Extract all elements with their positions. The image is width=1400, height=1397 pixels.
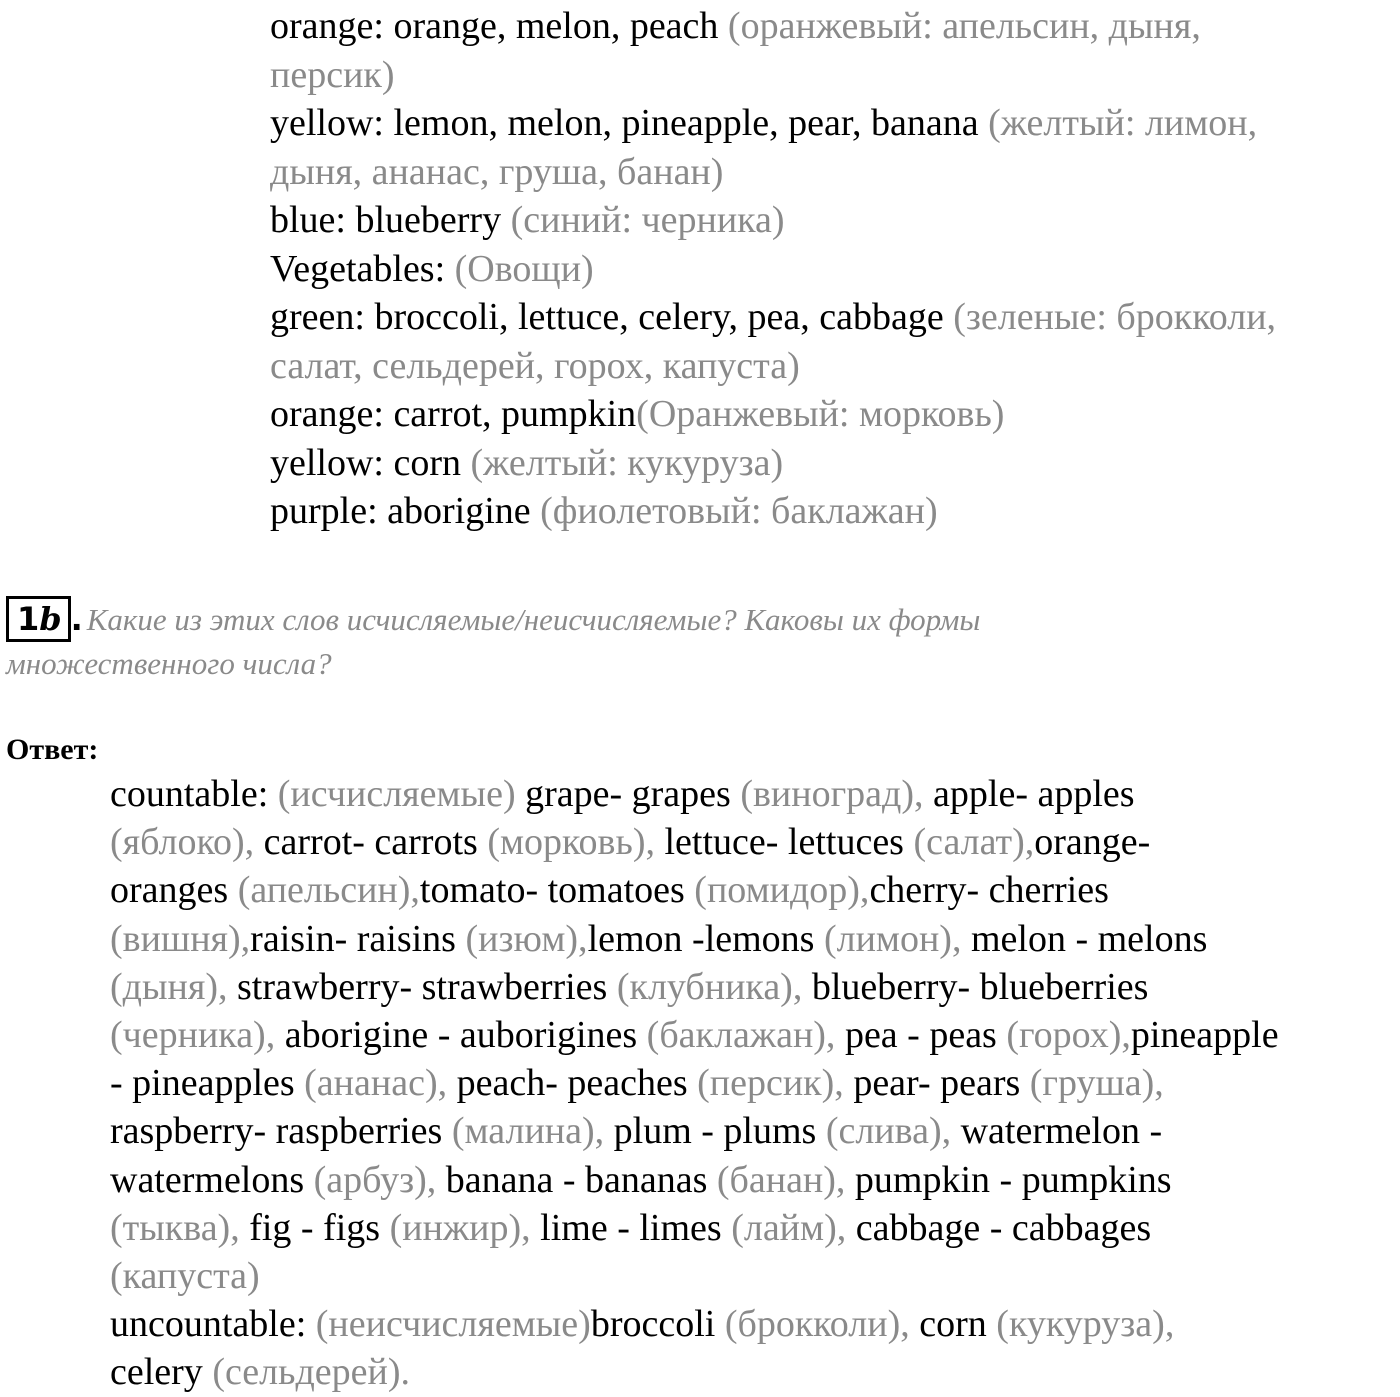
translation-text: (вишня), xyxy=(110,917,251,960)
translation-text: (салат), xyxy=(913,821,1035,864)
translation-text: (клубника), xyxy=(616,965,812,1008)
answer-line xyxy=(110,818,1398,866)
answer-line xyxy=(110,866,1398,914)
answer-line xyxy=(110,1059,1398,1107)
english-text: celery xyxy=(110,1351,213,1394)
translation-text: (лайм), xyxy=(731,1206,856,1249)
translation-text: (арбуз), xyxy=(313,1158,446,1201)
translation-text: (горох), xyxy=(1006,1014,1131,1057)
english-text: carrot- carrots xyxy=(263,821,488,864)
answer-line xyxy=(110,770,1398,818)
english-text: corn xyxy=(919,1303,997,1346)
english-text: raspberry- raspberries xyxy=(110,1110,452,1153)
task-1b xyxy=(6,596,1396,686)
color-vocabulary-list xyxy=(270,2,1398,536)
answer-text xyxy=(110,770,1398,1397)
english-text: melon - melons xyxy=(970,917,1208,960)
task-number: 1 xyxy=(17,600,40,638)
translation-text: (малина), xyxy=(451,1110,614,1153)
vocabulary-line xyxy=(270,390,1398,439)
translation-text: (исчисляемые) xyxy=(277,773,526,815)
answer-line xyxy=(110,1252,1398,1300)
translation-text: (баклажан), xyxy=(646,1014,845,1057)
answer-line xyxy=(110,1107,1398,1155)
vocabulary-line xyxy=(270,245,1398,294)
translation-text: (капуста) xyxy=(110,1255,260,1298)
translation-text: (Овощи) xyxy=(454,247,594,290)
english-text: pumpkin - pumpkins xyxy=(854,1158,1172,1201)
english-text: tomato- tomatoes xyxy=(419,869,695,912)
translation-text: (желтый: лимон, xyxy=(988,102,1258,144)
translation-text: (апельсин), xyxy=(237,869,420,912)
answer-line xyxy=(110,1348,1398,1396)
translation-text: (желтый: кукуруза) xyxy=(470,441,784,484)
english-text: orange: carrot, pumpkin xyxy=(270,393,637,435)
translation-text: (инжир), xyxy=(389,1206,541,1249)
answer-line xyxy=(110,1011,1398,1059)
translation-text: (черника), xyxy=(110,1014,285,1057)
translation-text: (морковь), xyxy=(487,821,665,864)
vocabulary-line xyxy=(270,99,1398,148)
translation-text: (помидор), xyxy=(694,869,870,912)
english-text: oranges xyxy=(110,869,238,912)
translation-text: (брокколи), xyxy=(724,1303,920,1346)
english-text: yellow: corn xyxy=(270,441,471,484)
translation-text: (лимон), xyxy=(823,917,971,960)
vocabulary-line xyxy=(270,439,1398,488)
english-text: plum - plums xyxy=(613,1110,826,1153)
task-number-dot: . xyxy=(70,600,83,638)
translation-text: (кукуруза), xyxy=(996,1303,1175,1346)
translation-text: (банан), xyxy=(716,1158,855,1201)
english-text: banana - bananas xyxy=(445,1158,717,1201)
english-text: blueberry- blueberries xyxy=(811,965,1149,1008)
translation-text: (персик), xyxy=(697,1062,854,1105)
task-number-badge xyxy=(6,596,71,642)
translation-text: (тыква), xyxy=(110,1206,250,1249)
english-text: orange- xyxy=(1034,821,1151,864)
translation-text: (ананас), xyxy=(304,1062,457,1105)
english-text: yellow: lemon, melon, pineapple, pear, banana xyxy=(270,102,989,144)
english-text: watermelon - xyxy=(960,1110,1163,1153)
english-text: raisin- raisins xyxy=(250,917,466,960)
english-text: blue: blueberry xyxy=(270,199,511,241)
task-letter: b xyxy=(39,600,62,638)
english-text: grape- grapes xyxy=(525,773,741,815)
vocabulary-line xyxy=(270,196,1398,245)
translation-text: (синий: черника) xyxy=(510,199,785,241)
english-text: broccoli xyxy=(590,1303,725,1346)
answer-line xyxy=(110,1300,1398,1348)
answer-line xyxy=(110,1156,1398,1204)
vocabulary-line xyxy=(270,148,1398,197)
translation-text: (яблоко), xyxy=(110,821,264,864)
english-text: pear- pears xyxy=(853,1062,1030,1105)
english-text: cherry- cherries xyxy=(869,869,1109,912)
english-text: peach- peaches xyxy=(456,1062,698,1105)
english-text: pineapple xyxy=(1130,1014,1279,1057)
translation-text: (сельдерей). xyxy=(212,1351,411,1394)
translation-text: дыня, ананас, груша, банан) xyxy=(270,150,724,193)
english-text: green: broccoli, lettuce, celery, pea, cabbage xyxy=(270,296,954,338)
answer-line xyxy=(110,963,1398,1011)
english-text: uncountable: xyxy=(110,1303,316,1346)
english-text: fig - figs xyxy=(249,1206,390,1249)
english-text: Vegetables: xyxy=(270,247,455,290)
answer-line xyxy=(110,915,1398,963)
vocabulary-line xyxy=(270,342,1398,391)
vocabulary-line xyxy=(270,51,1398,100)
task-question-line-1: Какие из этих слов исчисляемые/неисчисляемые? Каковы их формы xyxy=(86,602,981,637)
english-text: - pineapples xyxy=(110,1062,305,1105)
english-text: orange: orange, melon, peach xyxy=(270,5,728,47)
english-text: strawberry- strawberries xyxy=(237,965,617,1008)
english-text: apple- apples xyxy=(933,773,1135,815)
english-text: countable: xyxy=(110,773,278,815)
translation-text: персик) xyxy=(270,53,395,96)
translation-text: (оранжевый: апельсин, дыня, xyxy=(727,5,1201,47)
answer-line xyxy=(110,1204,1398,1252)
translation-text: (дыня), xyxy=(110,965,237,1008)
english-text: lettuce- lettuces xyxy=(664,821,914,864)
vocabulary-line xyxy=(270,487,1398,536)
translation-text: (слива), xyxy=(825,1110,961,1153)
translation-text: (неисчисляемые) xyxy=(315,1303,591,1346)
translation-text: салат, сельдерей, горох, капуста) xyxy=(270,344,800,387)
english-text: lime - limes xyxy=(540,1206,732,1249)
translation-text: (фиолетовый: баклажан) xyxy=(540,490,938,532)
translation-text: (виноград), xyxy=(740,773,934,815)
translation-text: (зеленые: брокколи, xyxy=(953,296,1277,338)
answer-label: Ответ: xyxy=(6,733,99,766)
translation-text: (Оранжевый: морковь) xyxy=(636,393,1005,435)
english-text: cabbage - cabbages xyxy=(855,1206,1152,1249)
english-text: watermelons xyxy=(110,1158,314,1201)
english-text: purple: aborigine xyxy=(270,490,541,532)
vocabulary-line xyxy=(270,293,1398,342)
translation-text: (груша), xyxy=(1029,1062,1164,1105)
translation-text: (изюм), xyxy=(465,917,588,960)
english-text: lemon -lemons xyxy=(587,917,824,960)
vocabulary-line xyxy=(270,2,1398,51)
task-question-line-2: множественного числа? xyxy=(6,646,332,681)
english-text: aborigine - auborigines xyxy=(284,1014,647,1057)
english-text: pea - peas xyxy=(844,1014,1007,1057)
